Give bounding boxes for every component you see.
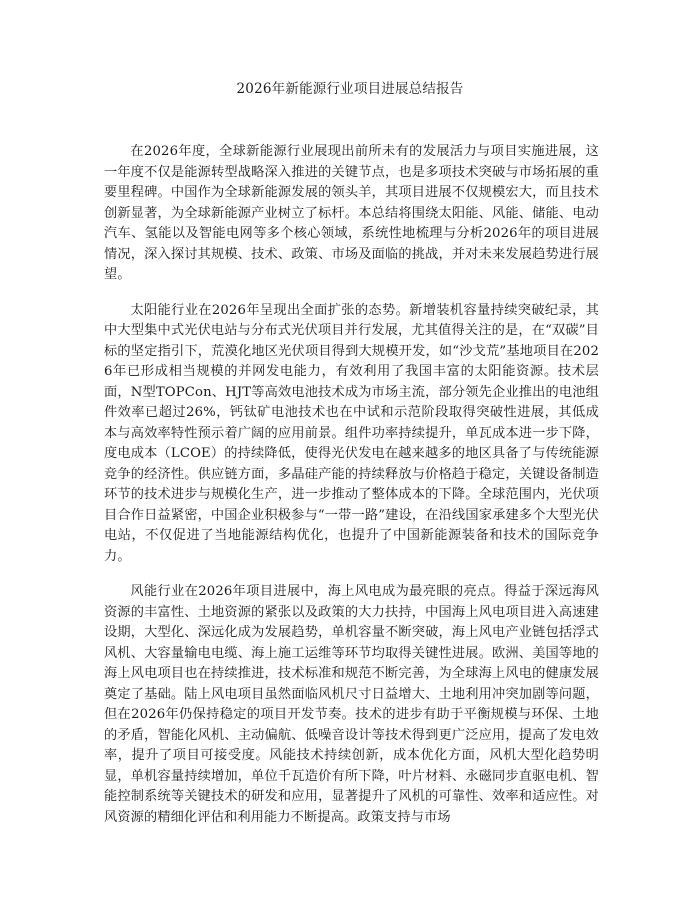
paragraph-intro: 在2026年度，全球新能源行业展现出前所未有的发展活力与项目实施进展，这一年度不仅是能源转型战略深入推进的关键节点，也是多项技术突破与市场拓展的重要里程碑。中国作为全球新能源发展的领头羊，其项目进展不仅规模宏大，而且技术创新显著，为全球新能源产业树立了标杆。本总结将围绕太阳能、风能、储能、电动汽车、氢能以及智能电网等多个核心领域，系统性地梳理与分析2026年的项目进展情况，深入探讨其规模、技术、政策、市场及面临的挑战，并对未来发展趋势进行展望。 — [104, 144, 599, 282]
document-body — [104, 142, 599, 843]
paragraph-wind: 风能行业在2026年项目进展中，海上风电成为最亮眼的亮点。得益于深远海风资源的丰富性、土地资源的紧张以及政策的大力扶持，中国海上风电项目进入高速建设期，大型化、深远化成为发展趋势，单机容量不断突破，海上风电产业链包括浮式风机、大容量输电电缆、海上施工运维等环节均取得关键性进展。欧洲、美国等地的海上风电项目也在持续推进，技术标准和规范不断完善，为全球海上风电的健康发展奠定了基础。陆上风电项目虽然面临风机尺寸日益增大、土地利用冲突加剧等问题，但在2026年仍保持稳定的项目开发节奏。技术的进步有助于平衡规模与环保、土地的矛盾，智能化风机、主动偏航、低噪音设计等技术得到更广泛应用，提高了发电效率，提升了项目可接受度。风能技术持续创新，成本优化方面，风机大型化趋势明显，单机容量持续增加，单位千瓦造价有所下降，叶片材料、永磁同步直驱电机、智能控制系统等关键技术的研发和应用，显著提升了风机的可靠性、效率和适应性。对风资源的精细化评估和利用能力不断提高。政策支持与市场 — [104, 584, 599, 825]
document-title: 2026年新能源行业项目进展总结报告 — [236, 81, 464, 97]
paragraph-solar: 太阳能行业在2026年呈现出全面扩张的态势。新增装机容量持续突破纪录，其中大型集中式光伏电站与分布式光伏项目并行发展，尤其值得关注的是，在“双碳”目标的坚定指引下，荒漠化地区光伏项目得到大规模开发，如“沙戈荒”基地项目在2026年已形成相当规模的并网发电能力，有效利用了我国丰富的太阳能资源。技术层面，N型TOPCon、HJT等高效电池技术成为市场主流，部分领先企业推出的电池组件效率已超过26%，钙钛矿电池技术也在中试和示范阶段取得突破性进展，其低成本与高效率特性预示着广阔的应用前景。组件功率持续提升，单瓦成本进一步下降，度电成本（LCOE）的持续降低，使得光伏发电在越来越多的地区具备了与传统能源竞争的经济性。供应链方面，多晶硅产能的持续释放与价格趋于稳定，关键设备制造环节的技术进步与规模化生产，进一步推动了整体成本的下降。全球范围内，光伏项目合作日益紧密，中国企业积极参与“一带一路”建设，在沿线国家承建多个大型光伏电站，不仅促进了当地能源结构优化，也提升了中国新能源装备和技术的国际竞争力。 — [104, 302, 599, 564]
